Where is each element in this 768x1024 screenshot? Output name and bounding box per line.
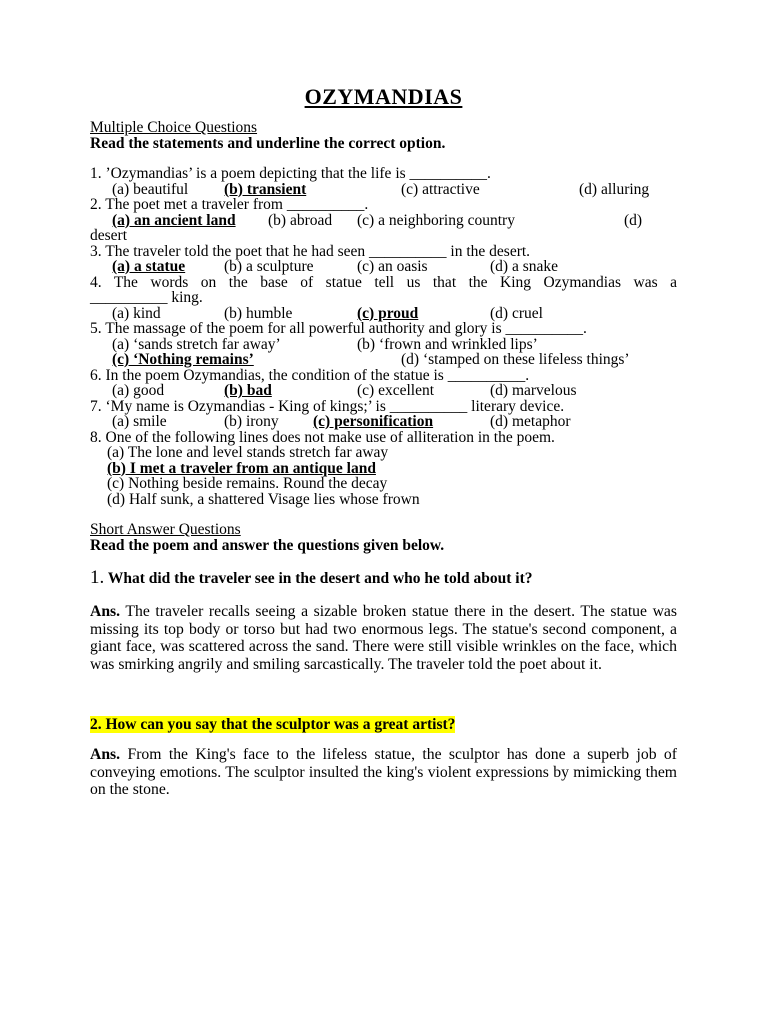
question-5-options-row2 bbox=[90, 352, 677, 368]
question-1-options bbox=[90, 182, 677, 198]
question-7-options bbox=[90, 414, 677, 430]
q7-option-c-correct: (c) personification bbox=[313, 413, 434, 430]
question-8: 8. One of the following lines does not make use of alliteration in the poem. bbox=[90, 428, 555, 446]
question-4 bbox=[90, 275, 677, 291]
question-5-options-row1 bbox=[90, 337, 677, 353]
q5-option-a: (a) ‘sands stretch far away’ bbox=[112, 335, 281, 353]
q3-option-b: (b) a sculpture bbox=[224, 258, 314, 275]
saq-heading: Short Answer Questions bbox=[90, 521, 241, 538]
q7-option-a: (a) smile bbox=[112, 413, 167, 430]
saq-question-2-text: 2. How can you say that the sculptor was a great artist? bbox=[90, 716, 456, 733]
q2-option-d-continued: desert bbox=[90, 227, 128, 244]
question-4-options bbox=[90, 306, 677, 322]
question-2: 2. The poet met a traveler from __________. bbox=[90, 196, 369, 213]
saq-answer-1-text: The traveler recalls seeing a sizable broken statue there in the desert. The statue was missing its top body or torso but had two enormous legs. The statue's second component, a giant face, was scattered across the sand. There were still visible wrinkles on the face, which was smirking angrily and smiling sarcastically. The traveler told the poet about it. bbox=[90, 603, 677, 673]
question-6: 6. In the poem Ozymandias, the condition of the statue is __________. bbox=[90, 366, 530, 384]
q8-option-b-correct: (b) I met a traveler from an antique land bbox=[107, 459, 376, 477]
q7-option-b: (b) irony bbox=[224, 413, 279, 430]
q6-option-a: (a) good bbox=[112, 382, 165, 399]
saq-answer-2-label: Ans. bbox=[90, 746, 121, 763]
q6-option-c: (c) excellent bbox=[357, 382, 435, 399]
q3-option-d: (d) a snake bbox=[490, 258, 558, 275]
q6-option-b-correct: (b) bad bbox=[224, 382, 272, 399]
q5-option-b: (b) ‘frown and wrinkled lips’ bbox=[357, 335, 538, 353]
q8-option-c: (c) Nothing beside remains. Round the decay bbox=[107, 475, 388, 492]
saq-question-1 bbox=[90, 567, 677, 590]
document-page bbox=[90, 84, 677, 799]
question-6-options bbox=[90, 383, 677, 399]
q1-option-b-correct: (b) transient bbox=[224, 180, 307, 198]
question-2-options bbox=[90, 213, 677, 229]
question-4-continued: __________ king. bbox=[90, 289, 203, 306]
q3-option-a-correct: (a) a statue bbox=[112, 258, 186, 275]
mcq-instruction: Read the statements and underline the correct option. bbox=[90, 134, 446, 152]
q4-option-d: (d) cruel bbox=[490, 304, 543, 322]
saq-question-2 bbox=[90, 716, 677, 734]
saq-instruction: Read the poem and answer the questions given below. bbox=[90, 536, 445, 554]
question-5: 5. The massage of the poem for all powerful authority and glory is __________. bbox=[90, 320, 587, 337]
saq-question-1-text: What did the traveler see in the desert and who he told about it? bbox=[104, 570, 533, 587]
saq-answer-2-text: From the King's face to the lifeless statue, the sculptor has done a superb job of conveying emotions. The sculptor insulted the king's violent expressions by mimicking them on the stone. bbox=[90, 746, 677, 798]
question-3-options bbox=[90, 259, 677, 275]
q4-option-a: (a) kind bbox=[112, 304, 161, 322]
q6-option-d: (d) marvelous bbox=[490, 382, 577, 399]
q8-option-d: (d) Half sunk, a shattered Visage lies whose frown bbox=[107, 490, 420, 508]
q5-option-c-correct: (c) ‘Nothing remains’ bbox=[112, 351, 254, 368]
question-1: 1. ’Ozymandias’ is a poem depicting that the life is __________. bbox=[90, 165, 491, 182]
mcq-heading: Multiple Choice Questions bbox=[90, 119, 258, 136]
q7-option-d: (d) metaphor bbox=[490, 413, 571, 430]
q5-option-d: (d) ‘stamped on these lifeless things’ bbox=[401, 351, 630, 368]
q4-option-b: (b) humble bbox=[224, 304, 293, 322]
question-3: 3. The traveler told the poet that he had seen __________ in the desert. bbox=[90, 242, 531, 260]
saq-answer-1 bbox=[90, 603, 677, 673]
saq-answer-2 bbox=[90, 746, 677, 799]
question-4-text: 4. The words on the base of statue tell us that the King Ozymandias was a bbox=[90, 273, 677, 291]
q8-option-a: (a) The lone and level stands stretch far away bbox=[107, 444, 389, 461]
q2-option-a-correct: (a) an ancient land bbox=[112, 211, 236, 229]
saq-answer-1-label: Ans. bbox=[90, 603, 121, 620]
q2-option-d: (d) bbox=[624, 211, 643, 229]
q2-option-b: (b) abroad bbox=[268, 211, 333, 229]
q1-option-c: (c) attractive bbox=[401, 180, 480, 198]
q3-option-c: (c) an oasis bbox=[357, 258, 428, 275]
saq-question-1-number: 1. bbox=[90, 567, 105, 588]
q1-option-a: (a) beautiful bbox=[112, 180, 189, 198]
q2-option-c: (c) a neighboring country bbox=[357, 211, 515, 229]
q1-option-d: (d) alluring bbox=[579, 180, 650, 198]
q4-option-c-correct: (c) proud bbox=[357, 304, 419, 322]
question-7: 7. ‘My name is Ozymandias - King of kings;’ is __________ literary device. bbox=[90, 397, 565, 415]
page-title: OZYMANDIAS bbox=[304, 84, 463, 109]
